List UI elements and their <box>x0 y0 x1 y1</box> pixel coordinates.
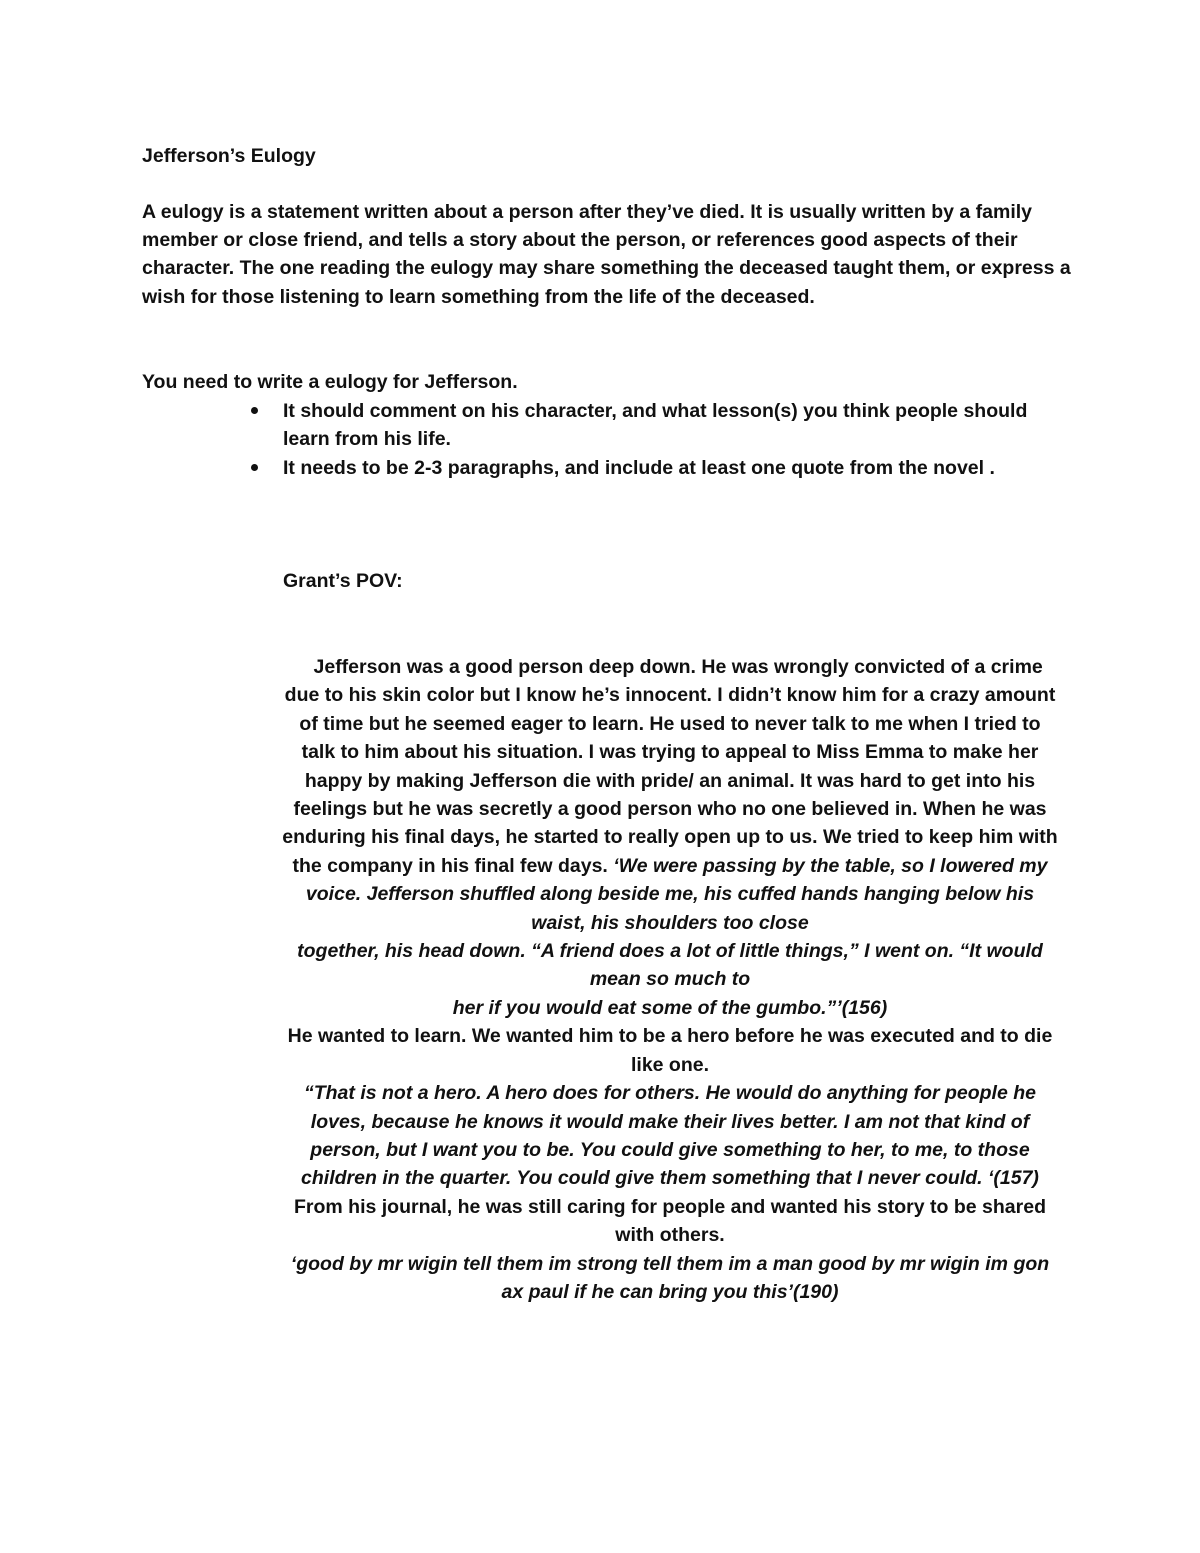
novel-quote-line: her if you would eat some of the gumbo.”’(156) <box>452 996 888 1019</box>
eulogy-paragraph-3: From his journal, he was still caring for people and wanted his story to be shared with others. <box>294 1195 1046 1247</box>
list-item <box>248 397 1068 453</box>
novel-quote: “That is not a hero. A hero does for others. He would do anything for people he loves, because he knows it would make their lives better. I am not that kind of person, but I want you to be. You could give something to her, to me, to those children in the quarter. You could give them something that I never could. ‘(157) <box>301 1082 1039 1190</box>
eulogy-paragraph-2: He wanted to learn. We wanted him to be a hero before he was executed and to die like one. <box>287 1025 1053 1076</box>
eulogy-paragraph-1 <box>280 653 1060 937</box>
intro-paragraph: A eulogy is a statement written about a person after they’ve died. It is usually written by a family member or close friend, and tells a story about the person, or references good aspects of their character. The one reading the eulogy may share something the deceased taught them, or express a wish for those listening to learn something from the life of the deceased. <box>142 201 1071 308</box>
novel-quote: ‘We were passing by the table, so I lowered my voice. Jefferson shuffled along beside me, his cuffed hands hanging below his waist, his shoulders too close <box>305 854 1048 934</box>
bullet-icon <box>251 464 258 471</box>
novel-quote: ‘good by mr wigin tell them im strong tell them im a man good by mr wigin im gon ax paul if he can bring you this’(190) <box>290 1252 1050 1303</box>
bullet-icon <box>251 407 258 414</box>
pov-heading: Grant’s POV: <box>283 570 403 592</box>
eulogy-text: Jefferson was a good person deep down. He was wrongly convicted of a crime due to his skin color but I know he’s innocent. I didn’t know him for a crazy amount of time but he seemed eager to learn. He used to never talk to me when I tried to talk to him about his situation. I was trying to appeal to Miss Emma to make her happy by making Jefferson die with pride/ an animal. It was hard to get into his feelings but he was secretly a good person who no one believed in. When he was enduring his final days, he started to really open up to us. We tried to keep him with the company in his final few days. <box>282 656 1058 877</box>
assignment-instruction: You need to write a eulogy for Jefferson. <box>142 371 518 393</box>
novel-quote-line: together, his head down. “A friend does a lot of little things,” I went on. “It would mean so much to <box>297 940 1043 991</box>
list-item <box>248 454 1068 482</box>
requirements-list <box>248 397 1068 484</box>
requirement-text: It should comment on his character, and what lesson(s) you think people should learn from his life. <box>283 400 1028 451</box>
requirement-text: It needs to be 2-3 paragraphs, and include at least one quote from the novel . <box>283 457 995 480</box>
document-title: Jefferson’s Eulogy <box>142 145 316 167</box>
eulogy-body <box>280 653 1060 1306</box>
